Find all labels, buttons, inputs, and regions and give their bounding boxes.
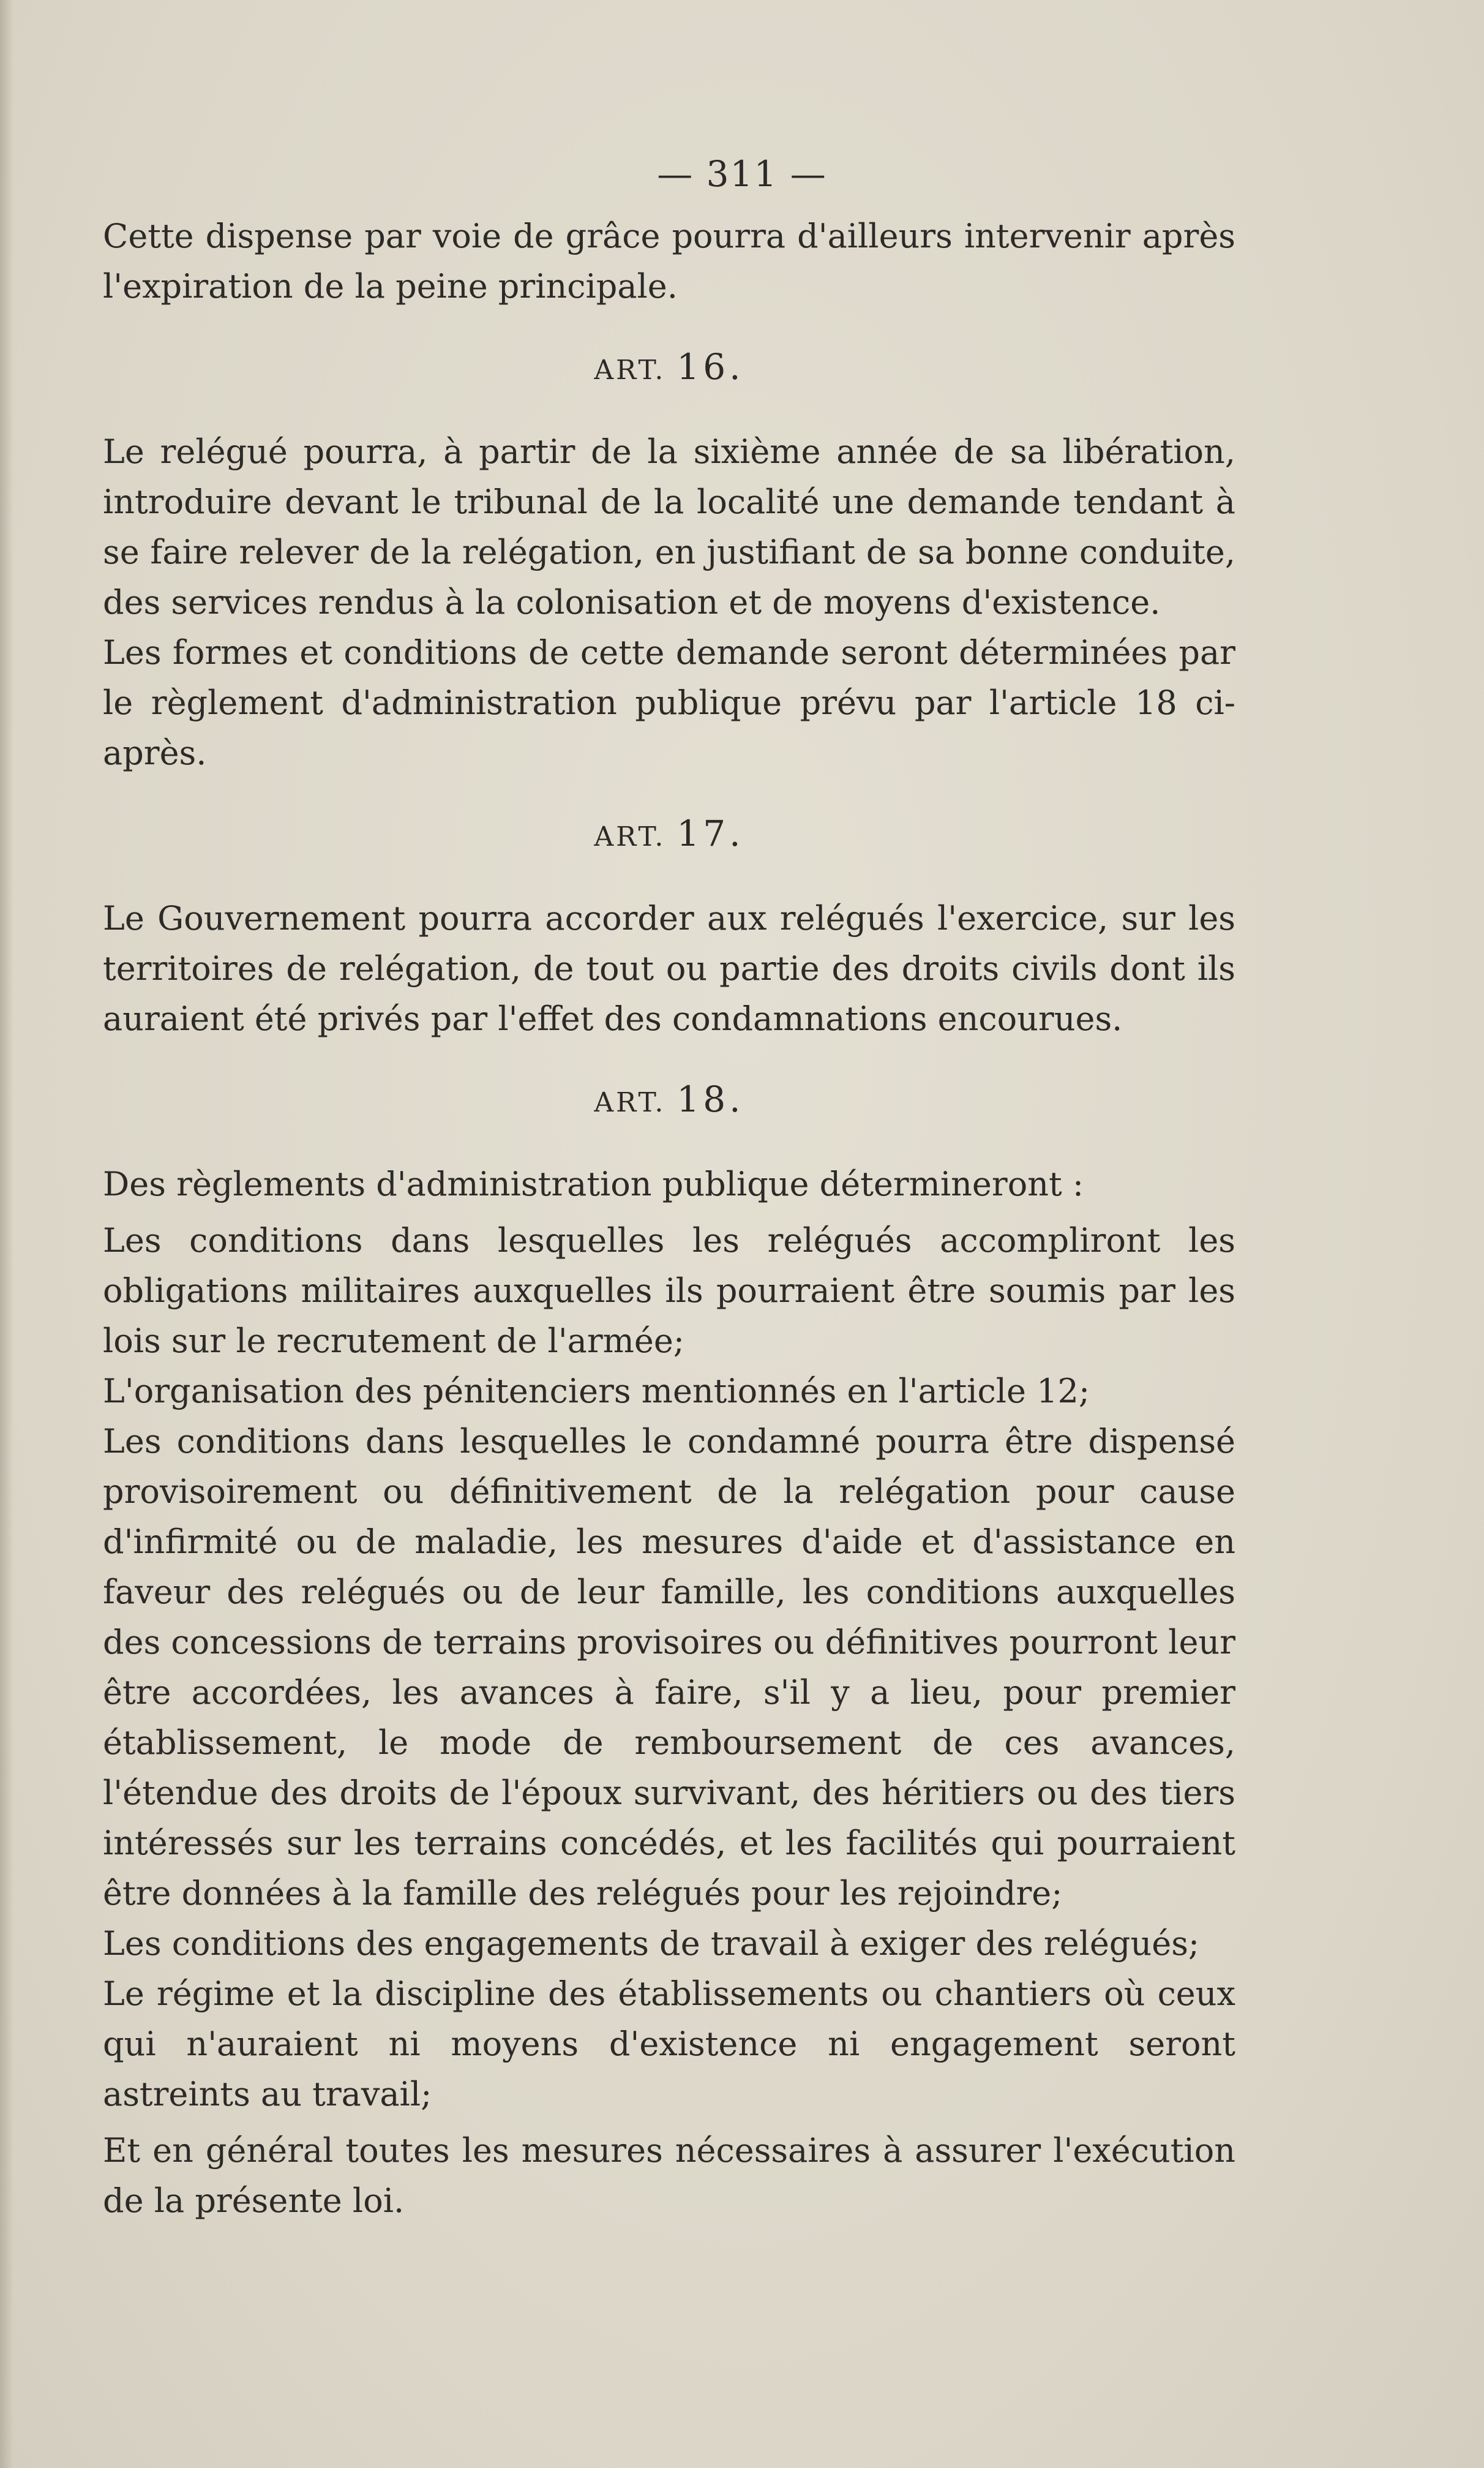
article-17-paragraph-1: Le Gouvernement pourra accorder aux relégués l'exercice, sur les territoires de relégation, de tout ou partie des droits civils dont ils auraient été privés par l'effet des condamnations encourues. — [103, 899, 1235, 1038]
article-17-heading — [103, 815, 1235, 856]
article-18-paragraph-6: Le régime et la discipline des établissements ou chantiers où ceux qui n'auraient ni moyens d'existence ni engagement seront astreints au travail; — [103, 1974, 1235, 2113]
article-number: 16. — [676, 346, 744, 388]
article-number: 17. — [676, 813, 744, 854]
article-16-paragraph-1: Le relégué pourra, à partir de la sixième année de sa libération, introduire devant le tribunal de la localité une demande tendant à se faire relever de la relégation, en justifiant de sa bonne conduite, des services rendus à la colonisation et de moyens d'existence. — [103, 432, 1235, 622]
article-18-heading — [103, 1078, 1235, 1121]
article-18-paragraph-2: Les conditions dans lesquelles les relégués accompliront les obligations militaires auxquelles ils pourraient être soumis par les lois sur le recrutement de l'armée; — [103, 1221, 1235, 1360]
article-16-paragraph-2: Les formes et conditions de cette demande seront déterminées par le règlement d'administration publique prévu par l'article 18 ci-après. — [103, 633, 1235, 772]
article-18-paragraph-3: L'organisation des pénitenciers mentionnés en l'article 12; — [103, 1372, 1090, 1410]
article-18-paragraph-7: Et en général toutes les mesures nécessaires à assurer l'exécution de la présente loi. — [103, 2131, 1235, 2220]
article-number: 18. — [676, 1078, 744, 1120]
page-edge-shadow — [0, 0, 13, 2468]
article-18-paragraph-1: Des règlements d'administration publique détermineront : — [103, 1165, 1084, 1203]
article-label: ART. — [594, 821, 666, 852]
article-label: ART. — [594, 1087, 666, 1118]
article-label: ART. — [594, 355, 666, 386]
article-18-paragraph-5: Les conditions des engagements de travail à exiger des relégués; — [103, 1924, 1200, 1963]
article-18-paragraph-4: Les conditions dans lesquelles le condamné pourra être dispensé provisoirement ou définitivement de la relégation pour cause d'infirmité ou de maladie, les mesures d'aide et d'assistance en faveur des relégués ou de leur famille, les conditions auxquelles des concessions de terrains provisoires ou définitives pourront leur être accordées, les avances à faire, s'il y a lieu, pour premier établissement, le mode de remboursement de ces avances, l'étendue des droits de l'époux survivant, des héritiers ou des tiers intéressés sur les terrains concédés, et les facilités qui pourraient être données à la famille des relégués pour les rejoindre; — [103, 1422, 1235, 1913]
page-content — [103, 211, 1235, 2226]
page-number: — 311 — — [657, 153, 827, 195]
article-16-heading — [103, 348, 1235, 389]
intro-paragraph: Cette dispense par voie de grâce pourra d'ailleurs intervenir après l'expiration de la peine principale. — [103, 217, 1235, 306]
